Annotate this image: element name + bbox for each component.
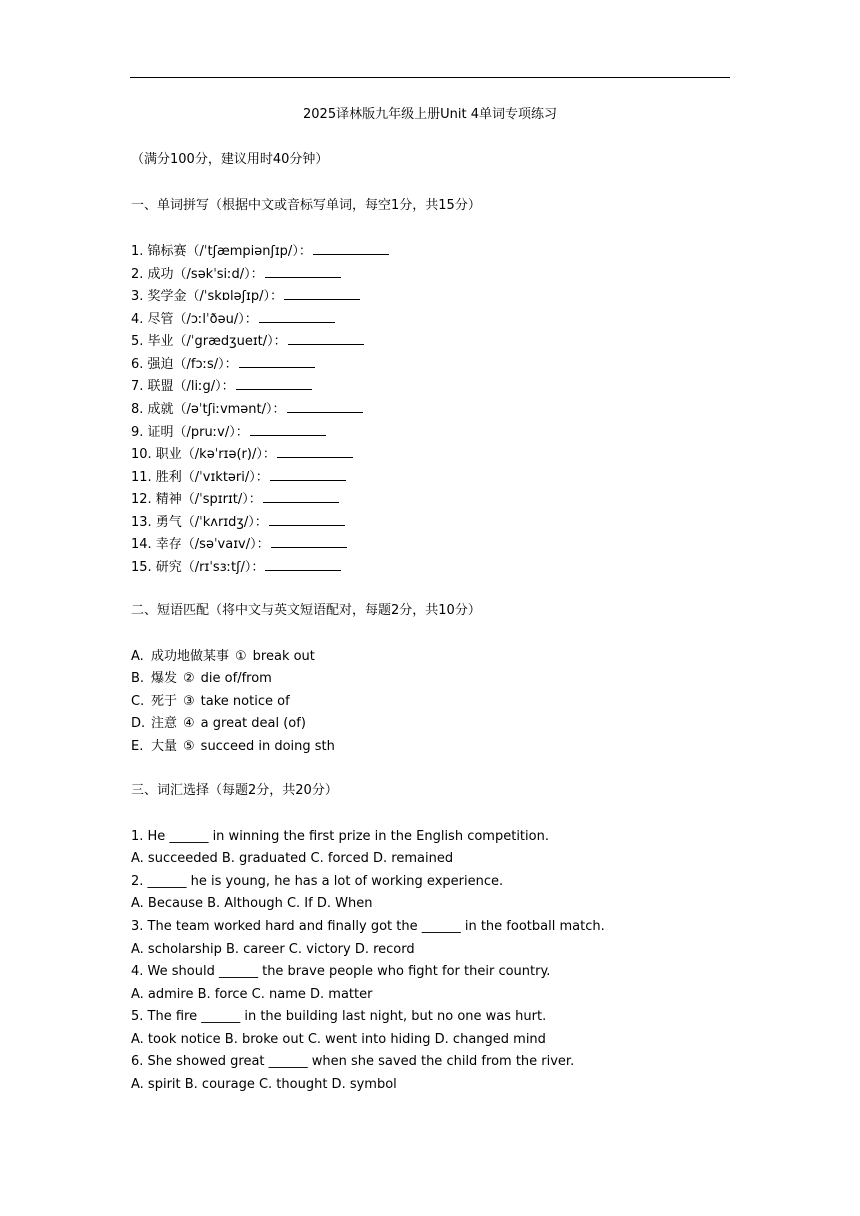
spelling-item (131, 558, 341, 577)
spelling-prompt: 2. 成功（/səkˈsiːd/）： (131, 267, 264, 282)
spelling-item (131, 513, 345, 532)
answer-blank[interactable] (287, 400, 363, 413)
match-letter: C. (131, 694, 145, 709)
match-english: succeed in doing sth (200, 739, 335, 754)
options-line: A. took notice B. broke out C. went into hiding D. changed mind (131, 1032, 546, 1047)
answer-blank[interactable] (288, 332, 364, 345)
match-item (131, 715, 306, 733)
options-line: A. scholarship B. career C. victory D. record (131, 942, 415, 957)
question-line: 6. She showed great ______ when she saved the child from the river. (131, 1054, 575, 1069)
question-line: 1. He ______ in winning the first prize in the English competition. (131, 829, 549, 844)
top-rule (130, 77, 730, 78)
options-line: A. admire B. force C. name D. matter (131, 987, 373, 1002)
spelling-item (131, 265, 341, 284)
answer-blank[interactable] (239, 355, 315, 368)
spelling-prompt: 13. 勇气（/ˈkʌrɪdʒ/）： (131, 515, 268, 530)
match-item (131, 693, 290, 711)
spelling-prompt: 7. 联盟（/liːg/）： (131, 379, 235, 394)
match-english: a great deal (of) (200, 716, 306, 731)
answer-blank[interactable] (313, 242, 389, 255)
match-chinese: 成功地做某事 (151, 649, 230, 664)
match-number: ⑤ (183, 739, 195, 754)
answer-blank[interactable] (236, 377, 312, 390)
match-letter: A. (131, 649, 144, 664)
score-note: （满分100分，建议用时40分钟） (131, 152, 329, 167)
spelling-item (131, 445, 353, 464)
spelling-prompt: 11. 胜利（/ˈvɪktəri/）： (131, 470, 269, 485)
section1-heading: 一、单词拼写（根据中文或音标写单词，每空1分，共15分） (131, 198, 481, 213)
answer-blank[interactable] (270, 468, 346, 481)
spelling-item (131, 423, 326, 442)
question-line: 2. ______ he is young, he has a lot of working experience. (131, 874, 504, 889)
spelling-item (131, 287, 360, 306)
answer-blank[interactable] (277, 445, 353, 458)
match-number: ③ (183, 694, 195, 709)
spelling-item (131, 332, 364, 351)
match-chinese: 死于 (151, 694, 178, 709)
spelling-item (131, 535, 347, 554)
answer-blank[interactable] (263, 490, 339, 503)
answer-blank[interactable] (284, 287, 360, 300)
match-number: ① (235, 649, 247, 664)
match-item (131, 648, 315, 666)
section3-heading: 三、词汇选择（每题2分，共20分） (131, 783, 338, 798)
spelling-item (131, 490, 339, 509)
spelling-prompt: 9. 证明（/pruːv/）： (131, 425, 249, 440)
spelling-prompt: 10. 职业（/kəˈrɪə(r)/）： (131, 447, 276, 462)
answer-blank[interactable] (259, 310, 335, 323)
spelling-prompt: 4. 尽管（/ɔːlˈðəu/）： (131, 312, 258, 327)
spelling-item (131, 242, 389, 261)
match-chinese: 大量 (151, 739, 178, 754)
match-letter: B. (131, 671, 145, 686)
answer-blank[interactable] (265, 265, 341, 278)
question-line: 3. The team worked hard and finally got the ______ in the football match. (131, 919, 605, 934)
spelling-item (131, 400, 363, 419)
answer-blank[interactable] (250, 423, 326, 436)
spelling-prompt: 12. 精神（/ˈspɪrɪt/）： (131, 492, 262, 507)
spelling-item (131, 310, 335, 329)
spelling-prompt: 8. 成就（/əˈtʃiːvmənt/）： (131, 402, 286, 417)
match-number: ④ (183, 716, 195, 731)
answer-blank[interactable] (265, 558, 341, 571)
answer-blank[interactable] (269, 513, 345, 526)
spelling-prompt: 5. 毕业（/ˈgrædʒueɪt/）： (131, 334, 287, 349)
match-english: take notice of (200, 694, 290, 709)
match-number: ② (183, 671, 195, 686)
match-item (131, 738, 335, 756)
options-line: A. succeeded B. graduated C. forced D. remained (131, 851, 454, 866)
spelling-item (131, 355, 315, 374)
section2-heading: 二、短语匹配（将中文与英文短语配对，每题2分，共10分） (131, 603, 481, 618)
match-chinese: 注意 (151, 716, 178, 731)
spelling-prompt: 3. 奖学金（/ˈskɒləʃɪp/）： (131, 289, 283, 304)
spelling-prompt: 6. 强迫（/fɔːs/）： (131, 357, 238, 372)
match-letter: E. (131, 739, 144, 754)
answer-blank[interactable] (271, 535, 347, 548)
match-english: break out (252, 649, 315, 664)
match-chinese: 爆发 (151, 671, 178, 686)
question-line: 4. We should ______ the brave people who fight for their country. (131, 964, 551, 979)
spelling-item (131, 377, 312, 396)
question-line: 5. The fire ______ in the building last night, but no one was hurt. (131, 1009, 547, 1024)
spelling-prompt: 14. 幸存（/səˈvaɪv/）： (131, 537, 270, 552)
match-letter: D. (131, 716, 146, 731)
options-line: A. spirit B. courage C. thought D. symbol (131, 1077, 397, 1092)
spelling-prompt: 1. 锦标赛（/ˈtʃæmpiənʃɪp/）： (131, 244, 312, 259)
options-line: A. Because B. Although C. If D. When (131, 896, 373, 911)
match-item (131, 670, 272, 688)
spelling-item (131, 468, 346, 487)
match-english: die of/from (200, 671, 272, 686)
page-title: 2025译林版九年级上册Unit 4单词专项练习 (303, 107, 557, 122)
spelling-prompt: 15. 研究（/rɪˈsɜːtʃ/）： (131, 560, 265, 575)
